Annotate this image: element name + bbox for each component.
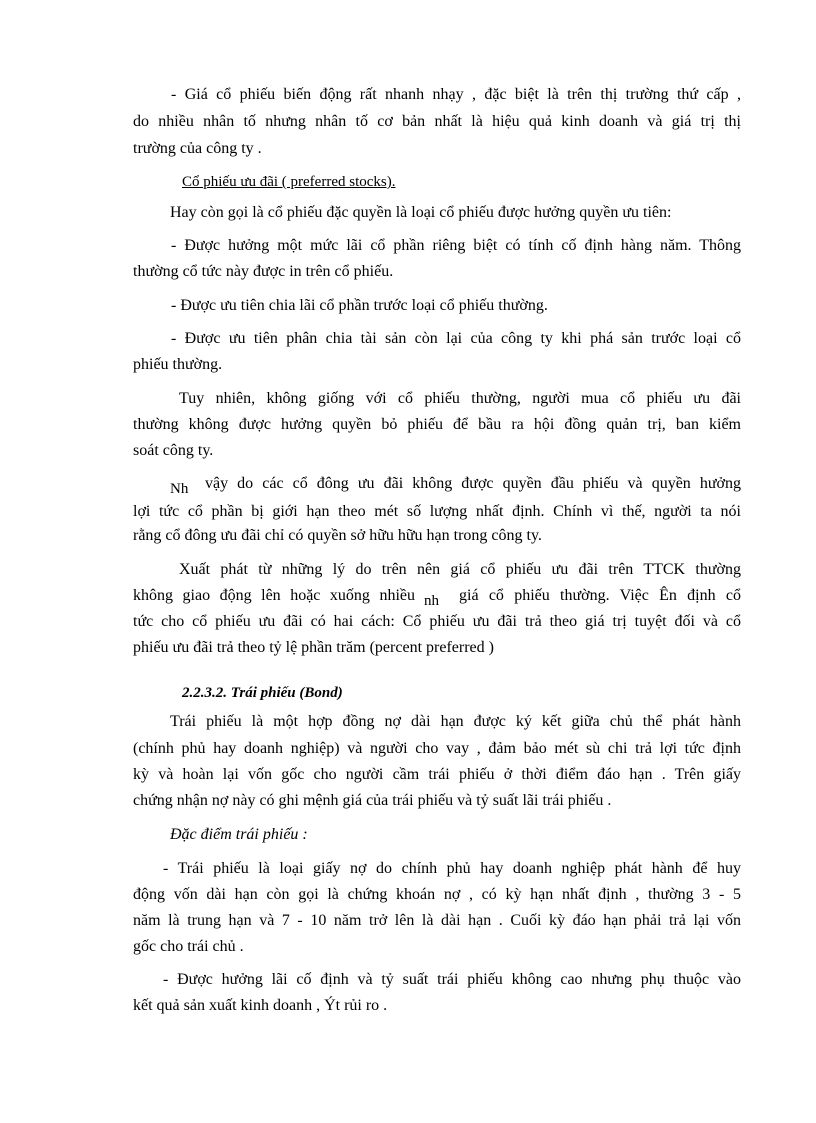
paragraph-8-line-2a: không giao động lên hoặc xuống nhiều — [133, 587, 415, 604]
paragraph-8-line-2b: giá cổ phiếu thường. Việc Ên định cổ — [459, 587, 741, 604]
paragraph-7-line-1: vậy do các cổ đông ưu đãi không được quyền đầu phiếu và quyền hưởng — [205, 475, 741, 492]
paragraph-7-line-2: lợi tức cổ phần bị giới hạn theo mét số lượng nhất định. Chính vì thế, người ta nói — [133, 503, 741, 520]
paragraph-9-line-4: chứng nhận nợ này có ghi mệnh giá của trái phiếu và tỷ suất lãi trái phiếu . — [133, 792, 612, 809]
paragraph-5-line-1: - Được ưu tiên phân chia tài sản còn lại của công ty khi phá sản trước loại cổ — [171, 330, 741, 347]
paragraph-10-line-2: động vốn dài hạn còn gọi là chứng khoán nợ , có kỳ hạn nhất định , thường 3 - 5 — [133, 886, 741, 903]
paragraph-11-line-2: kết quả sản xuất kinh doanh , Ýt rủi ro . — [133, 997, 388, 1014]
paragraph-9-line-3: kỳ và hoàn lại vốn gốc cho người cầm trái phiếu ở thời điểm đáo hạn . Trên giấy — [133, 766, 741, 783]
paragraph-1-line-2: do nhiều nhân tố nhưng nhân tố cơ bản nhất là hiệu quả kinh doanh và giá trị thị — [133, 113, 741, 130]
paragraph-7-line-3: rằng cổ đông ưu đãi chỉ có quyền sở hữu hữu hạn trong công ty. — [133, 527, 542, 544]
paragraph-8-line-4: phiếu ưu đãi trả theo tỷ lệ phần trăm (percent preferred ) — [133, 639, 494, 656]
paragraph-9-line-2: (chính phủ hay doanh nghiệp) và người cho vay , đảm bảo mét sù chi trả lợi tức định — [133, 740, 741, 757]
paragraph-8-line-3: tức cho cổ phiếu ưu đãi có hai cách: Cổ phiếu ưu đãi trả theo giá trị tuyệt đối và cổ — [133, 613, 741, 630]
paragraph-8-nh-fragment: nh — [424, 593, 439, 609]
heading-bond-features: Đặc điểm trái phiếu : — [170, 826, 308, 843]
paragraph-2: Hay còn gọi là cổ phiếu đặc quyền là loại cổ phiếu được hưởng quyền ưu tiên: — [170, 204, 672, 221]
paragraph-5-line-2: phiếu thường. — [133, 356, 223, 373]
paragraph-11-line-1: - Được hưởng lãi cố định và tỷ suất trái phiếu không cao nhưng phụ thuộc vào — [163, 971, 741, 988]
paragraph-1-line-3: trường của công ty . — [133, 140, 262, 157]
paragraph-10-line-4: gốc cho trái chủ . — [133, 938, 244, 955]
paragraph-10-line-3: năm là trung hạn và 7 - 10 năm trở lên là dài hạn . Cuối kỳ đáo hạn phải trả lại vốn — [133, 912, 741, 929]
paragraph-3-line-2: thường cổ tức này được in trên cổ phiếu. — [133, 263, 394, 280]
paragraph-10-line-1: - Trái phiếu là loại giấy nợ do chính phủ hay doanh nghiệp phát hành để huy — [163, 860, 741, 877]
paragraph-4: - Được ưu tiên chia lãi cổ phần trước loại cổ phiếu thường. — [171, 297, 548, 314]
paragraph-6-line-3: soát công ty. — [133, 442, 214, 459]
paragraph-1-line-1: - Giá cổ phiếu biến động rất nhanh nhạy , đặc biệt là trên thị trường thứ cấp , — [171, 86, 741, 103]
paragraph-3-line-1: - Được hưởng một mức lãi cổ phần riêng biệt có tính cố định hàng năm. Thông — [171, 237, 741, 254]
heading-bond: 2.2.3.2. Trái phiếu (Bond) — [182, 685, 343, 701]
heading-preferred-stocks: Cổ phiếu ưu đãi ( preferred stocks). — [182, 174, 396, 190]
paragraph-8-line-1: Xuất phát từ những lý do trên nên giá cổ phiếu ưu đãi trên TTCK thường — [179, 561, 741, 578]
paragraph-6-line-2: thường không được hưởng quyền bỏ phiếu để bầu ra hội đồng quản trị, ban kiểm — [133, 416, 741, 433]
paragraph-7-nh-fragment: Nh — [170, 481, 189, 497]
paragraph-9-line-1: Trái phiếu là một hợp đồng nợ dài hạn được ký kết giữa chủ thể phát hành — [170, 713, 741, 730]
paragraph-6-line-1: Tuy nhiên, không giống với cổ phiếu thường, người mua cổ phiếu ưu đãi — [179, 390, 741, 407]
